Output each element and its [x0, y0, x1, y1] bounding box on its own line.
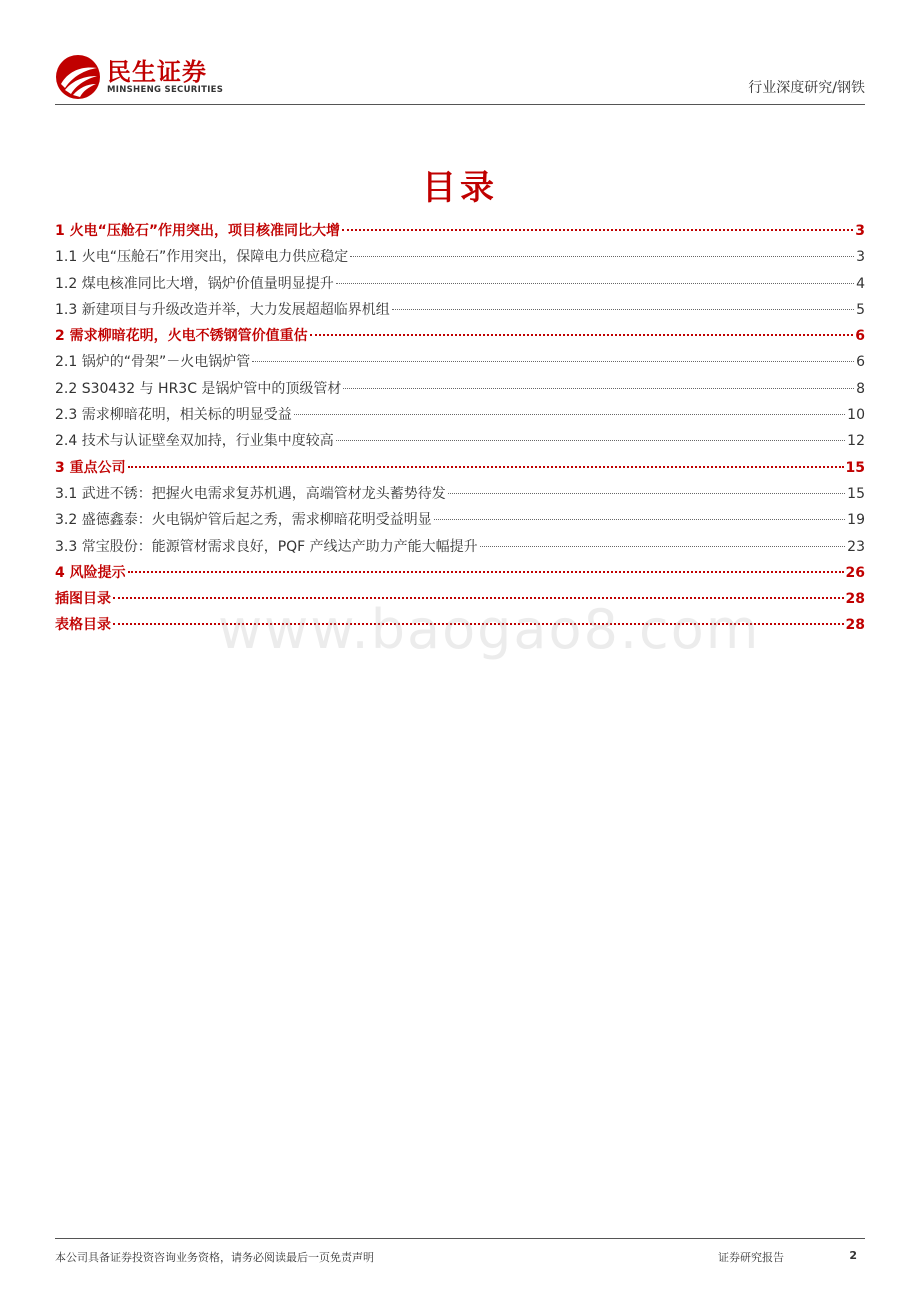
- toc-entry-label: 1.3 新建项目与升级改造并举，大力发展超超临界机组: [55, 301, 390, 318]
- toc-entry[interactable]: [55, 404, 865, 430]
- toc-entry-page: 23: [847, 538, 865, 555]
- toc-leader-dots: [448, 493, 845, 494]
- toc-leader-dots: [343, 388, 854, 389]
- toc-entry[interactable]: [55, 325, 865, 351]
- toc-entry-label: 4 风险提示: [55, 564, 126, 581]
- toc-entry-page: 6: [856, 354, 865, 371]
- toc-entry-label: 2.2 S30432 与 HR3C 是锅炉管中的顶级管材: [55, 380, 342, 397]
- toc-entry-page: 28: [845, 617, 865, 634]
- toc-title: 目录: [422, 168, 498, 208]
- toc-entry[interactable]: [55, 509, 865, 535]
- watermark: www.baogao8.com: [218, 598, 761, 661]
- footer-divider: [55, 1238, 865, 1239]
- toc-entry[interactable]: [55, 378, 865, 404]
- header-divider: [55, 104, 865, 105]
- toc-entry[interactable]: [55, 483, 865, 509]
- toc-entry-page: 12: [847, 433, 865, 450]
- toc-entry-label: 2.4 技术与认证壁垒双加持，行业集中度较高: [55, 433, 334, 450]
- toc-entry-page: 4: [856, 275, 865, 292]
- toc-leader-dots: [310, 334, 854, 336]
- table-of-contents: [55, 220, 865, 641]
- toc-leader-dots: [336, 440, 845, 441]
- toc-entry-page: 3: [856, 249, 865, 266]
- toc-entry-page: 15: [847, 485, 865, 502]
- toc-entry-label: 1.1 火电“压舱石”作用突出，保障电力供应稳定: [55, 249, 349, 266]
- toc-entry-label: 插图目录: [55, 591, 111, 608]
- toc-entry-label: 3.1 武进不锈：把握火电需求复苏机遇，高端管材龙头蓄势待发: [55, 485, 446, 502]
- toc-entry[interactable]: [55, 562, 865, 588]
- toc-entry-page: 26: [845, 564, 865, 581]
- toc-entry-label: 2.1 锅炉的“骨架”－火电锅炉管: [55, 354, 251, 371]
- toc-entry-page: 3: [855, 223, 865, 239]
- toc-entry[interactable]: [55, 299, 865, 325]
- toc-leader-dots: [336, 283, 854, 284]
- toc-entry-label: 表格目录: [55, 617, 111, 634]
- toc-leader-dots: [128, 466, 844, 468]
- toc-entry-label: 1 火电“压舱石”作用突出，项目核准同比大增: [55, 223, 341, 239]
- page-number: 2: [849, 1249, 857, 1262]
- toc-entry[interactable]: [55, 220, 865, 246]
- toc-entry-page: 19: [847, 512, 865, 529]
- toc-entry[interactable]: [55, 246, 865, 272]
- toc-entry-page: 28: [845, 591, 865, 608]
- report-category: 行业深度研究/钢铁: [748, 80, 865, 96]
- toc-entry[interactable]: [55, 273, 865, 299]
- footer-disclaimer: 本公司具备证券投资咨询业务资格，请务必阅读最后一页免责声明: [55, 1251, 374, 1264]
- toc-entry-page: 6: [855, 328, 865, 345]
- brand-name-cn: 民生证券: [107, 57, 207, 86]
- toc-leader-dots: [392, 309, 854, 310]
- toc-entry[interactable]: [55, 430, 865, 456]
- minsheng-logo-icon: [55, 54, 101, 100]
- toc-entry-label: 2.3 需求柳暗花明，相关标的明显受益: [55, 407, 292, 424]
- toc-leader-dots: [342, 229, 853, 231]
- toc-leader-dots: [480, 546, 845, 547]
- toc-leader-dots: [294, 414, 845, 415]
- toc-leader-dots: [128, 571, 844, 573]
- brand-logo: [55, 54, 223, 100]
- toc-entry-label: 1.2 煤电核准同比大增，锅炉价值量明显提升: [55, 275, 334, 292]
- brand-name-en: MINSHENG SECURITIES: [107, 84, 224, 95]
- toc-entry[interactable]: [55, 351, 865, 377]
- toc-leader-dots: [350, 256, 854, 257]
- page-header: [55, 48, 865, 102]
- toc-leader-dots: [434, 519, 845, 520]
- footer-doc-type: 证券研究报告: [718, 1251, 784, 1264]
- toc-entry[interactable]: [55, 536, 865, 562]
- toc-entry-label: 3.2 盛德鑫泰：火电锅炉管后起之秀，需求柳暗花明受益明显: [55, 512, 432, 529]
- toc-entry-label: 2 需求柳暗花明，火电不锈钢管价值重估: [55, 328, 308, 345]
- toc-entry-page: 10: [847, 407, 865, 424]
- toc-entry-page: 8: [856, 380, 865, 397]
- toc-leader-dots: [252, 361, 854, 362]
- toc-entry-label: 3.3 常宝股份：能源管材需求良好，PQF 产线达产助力产能大幅提升: [55, 538, 478, 555]
- toc-entry-page: 15: [845, 459, 865, 476]
- toc-entry[interactable]: [55, 457, 865, 483]
- toc-entry-page: 5: [856, 301, 865, 318]
- toc-entry-label: 3 重点公司: [55, 459, 126, 476]
